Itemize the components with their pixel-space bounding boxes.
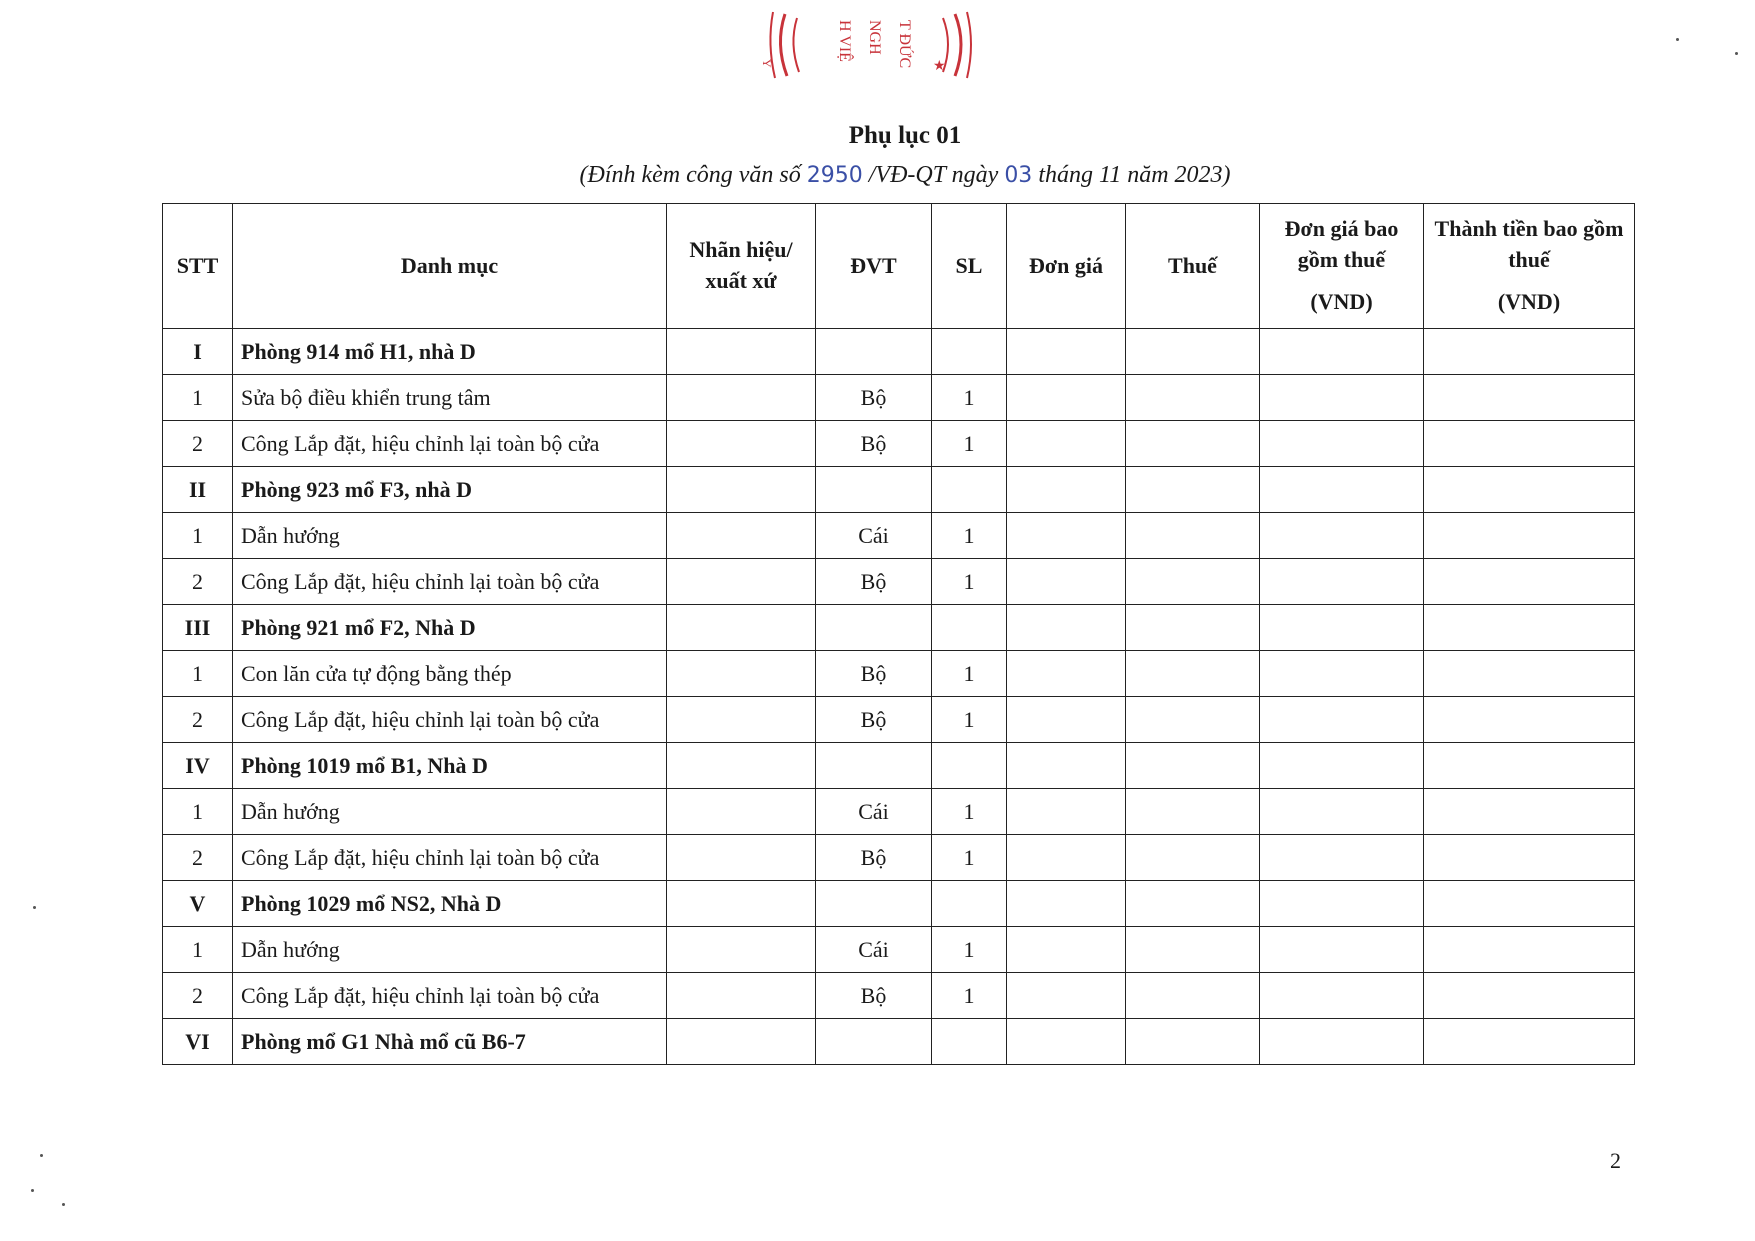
cell-danh-muc: Dẫn hướng	[233, 927, 667, 973]
cell-stt: V	[163, 881, 233, 927]
cell-stt: III	[163, 605, 233, 651]
cell-thanh-tien	[1424, 651, 1635, 697]
cell-dvt: Bộ	[816, 651, 932, 697]
cell-sl: 1	[932, 973, 1007, 1019]
page-subtitle	[0, 162, 1755, 189]
cell-don-gia	[1007, 329, 1126, 375]
cell-sl	[932, 743, 1007, 789]
cell-danh-muc: Phòng 923 mổ F3, nhà D	[233, 467, 667, 513]
table-section-row	[163, 467, 1635, 513]
cell-sl: 1	[932, 513, 1007, 559]
header-thanh-tien	[1424, 204, 1635, 329]
cell-thanh-tien	[1424, 743, 1635, 789]
svg-text:T ĐỨC: T ĐỨC	[896, 20, 913, 69]
cell-don-gia	[1007, 881, 1126, 927]
cell-danh-muc: Phòng mổ G1 Nhà mổ cũ B6-7	[233, 1019, 667, 1065]
cell-thue	[1126, 743, 1260, 789]
subtitle-middle: /VĐ-QT ngày	[862, 162, 1005, 188]
cell-nhan-hieu	[667, 835, 816, 881]
table-row	[163, 375, 1635, 421]
header-danh-muc: Danh mục	[233, 204, 667, 329]
header-dvt: ĐVT	[816, 204, 932, 329]
appendix-table	[162, 203, 1635, 1065]
cell-thue	[1126, 467, 1260, 513]
cell-thanh-tien	[1424, 1019, 1635, 1065]
cell-sl: 1	[932, 927, 1007, 973]
cell-thanh-tien	[1424, 881, 1635, 927]
cell-stt: IV	[163, 743, 233, 789]
cell-don-gia	[1007, 743, 1126, 789]
cell-sl	[932, 467, 1007, 513]
cell-don-gia	[1007, 605, 1126, 651]
page-title: Phụ lục 01	[848, 122, 962, 149]
cell-dvt: Bộ	[816, 697, 932, 743]
cell-dvt: Bộ	[816, 835, 932, 881]
cell-nhan-hieu	[667, 467, 816, 513]
cell-thanh-tien	[1424, 835, 1635, 881]
table-row	[163, 927, 1635, 973]
table-section-row	[163, 881, 1635, 927]
cell-thanh-tien	[1424, 697, 1635, 743]
cell-thue	[1126, 375, 1260, 421]
cell-sl	[932, 605, 1007, 651]
cell-dvt	[816, 605, 932, 651]
cell-sl: 1	[932, 421, 1007, 467]
scan-speck	[1735, 52, 1738, 55]
header-stt: STT	[163, 204, 233, 329]
cell-nhan-hieu	[667, 375, 816, 421]
cell-don-gia-bao-gom-thue	[1260, 881, 1424, 927]
cell-don-gia	[1007, 651, 1126, 697]
cell-thanh-tien	[1424, 559, 1635, 605]
header-don-gia-bao-gom-thue	[1260, 204, 1424, 329]
cell-stt: 1	[163, 927, 233, 973]
cell-nhan-hieu	[667, 1019, 816, 1065]
handwritten-day: 03	[1004, 163, 1033, 188]
cell-don-gia-bao-gom-thue	[1260, 513, 1424, 559]
cell-don-gia-bao-gom-thue	[1260, 421, 1424, 467]
cell-danh-muc: Công Lắp đặt, hiệu chỉnh lại toàn bộ cửa	[233, 421, 667, 467]
cell-thanh-tien	[1424, 513, 1635, 559]
cell-don-gia	[1007, 421, 1126, 467]
cell-thanh-tien	[1424, 789, 1635, 835]
cell-thue	[1126, 421, 1260, 467]
cell-don-gia	[1007, 467, 1126, 513]
handwritten-doc-number: 2950	[806, 163, 863, 188]
cell-don-gia	[1007, 789, 1126, 835]
cell-don-gia-bao-gom-thue	[1260, 329, 1424, 375]
cell-stt: II	[163, 467, 233, 513]
table-row	[163, 421, 1635, 467]
red-stamp-seal	[755, 4, 985, 84]
cell-don-gia-bao-gom-thue	[1260, 973, 1424, 1019]
cell-thanh-tien	[1424, 421, 1635, 467]
header-nhan-hieu: Nhãn hiệu/ xuất xứ	[667, 204, 816, 329]
svg-text:★: ★	[933, 58, 946, 74]
scan-speck	[33, 906, 36, 909]
cell-nhan-hieu	[667, 605, 816, 651]
page-number: 2	[1610, 1148, 1621, 1173]
cell-nhan-hieu	[667, 651, 816, 697]
cell-sl: 1	[932, 789, 1007, 835]
cell-stt: 2	[163, 973, 233, 1019]
cell-don-gia	[1007, 1019, 1126, 1065]
cell-stt: 2	[163, 559, 233, 605]
cell-stt: 2	[163, 697, 233, 743]
subtitle-suffix: tháng 11 năm 2023)	[1032, 162, 1231, 188]
cell-don-gia-bao-gom-thue	[1260, 375, 1424, 421]
cell-nhan-hieu	[667, 513, 816, 559]
cell-don-gia	[1007, 375, 1126, 421]
cell-don-gia-bao-gom-thue	[1260, 1019, 1424, 1065]
cell-danh-muc: Dẫn hướng	[233, 789, 667, 835]
cell-dvt: Bộ	[816, 375, 932, 421]
cell-danh-muc: Dẫn hướng	[233, 513, 667, 559]
cell-dvt	[816, 1019, 932, 1065]
cell-sl: 1	[932, 835, 1007, 881]
cell-dvt: Bộ	[816, 421, 932, 467]
cell-thanh-tien	[1424, 927, 1635, 973]
header-thue: Thuế	[1126, 204, 1260, 329]
cell-dvt: Bộ	[816, 559, 932, 605]
cell-dvt: Bộ	[816, 973, 932, 1019]
table-section-row	[163, 743, 1635, 789]
cell-thue	[1126, 513, 1260, 559]
table-row	[163, 651, 1635, 697]
cell-danh-muc: Công Lắp đặt, hiệu chỉnh lại toàn bộ cửa	[233, 559, 667, 605]
cell-don-gia-bao-gom-thue	[1260, 835, 1424, 881]
header-don-gia: Đơn giá	[1007, 204, 1126, 329]
cell-thanh-tien	[1424, 973, 1635, 1019]
cell-nhan-hieu	[667, 881, 816, 927]
svg-text:NGH: NGH	[866, 20, 883, 55]
table-section-row	[163, 605, 1635, 651]
cell-don-gia	[1007, 927, 1126, 973]
cell-thue	[1126, 651, 1260, 697]
cell-thue	[1126, 881, 1260, 927]
header-don-gia-unit: (VND)	[1310, 289, 1373, 315]
cell-stt: 1	[163, 789, 233, 835]
cell-sl	[932, 881, 1007, 927]
cell-don-gia-bao-gom-thue	[1260, 651, 1424, 697]
cell-stt: I	[163, 329, 233, 375]
cell-don-gia	[1007, 697, 1126, 743]
cell-stt: 2	[163, 421, 233, 467]
cell-thanh-tien	[1424, 467, 1635, 513]
cell-danh-muc: Sửa bộ điều khiển trung tâm	[233, 375, 667, 421]
cell-sl: 1	[932, 559, 1007, 605]
header-thanh-tien-unit: (VND)	[1497, 289, 1561, 315]
scan-speck	[62, 1203, 65, 1206]
cell-stt: 1	[163, 651, 233, 697]
cell-don-gia-bao-gom-thue	[1260, 743, 1424, 789]
cell-nhan-hieu	[667, 329, 816, 375]
cell-thue	[1126, 559, 1260, 605]
cell-danh-muc: Công Lắp đặt, hiệu chỉnh lại toàn bộ cửa	[233, 973, 667, 1019]
cell-don-gia	[1007, 559, 1126, 605]
cell-thue	[1126, 835, 1260, 881]
cell-thanh-tien	[1424, 605, 1635, 651]
svg-text:H VIỆ: H VIỆ	[836, 20, 853, 62]
cell-danh-muc: Công Lắp đặt, hiệu chỉnh lại toàn bộ cửa	[233, 835, 667, 881]
cell-dvt: Cái	[816, 789, 932, 835]
cell-dvt	[816, 329, 932, 375]
cell-sl: 1	[932, 375, 1007, 421]
cell-danh-muc: Phòng 921 mổ F2, Nhà D	[233, 605, 667, 651]
cell-sl: 1	[932, 697, 1007, 743]
header-sl: SL	[932, 204, 1007, 329]
cell-dvt	[816, 467, 932, 513]
table-row	[163, 559, 1635, 605]
scan-speck	[40, 1154, 43, 1157]
cell-thue	[1126, 789, 1260, 835]
table-row	[163, 835, 1635, 881]
table-row	[163, 513, 1635, 559]
table-row	[163, 789, 1635, 835]
cell-don-gia-bao-gom-thue	[1260, 927, 1424, 973]
cell-don-gia	[1007, 973, 1126, 1019]
cell-nhan-hieu	[667, 421, 816, 467]
cell-thanh-tien	[1424, 329, 1635, 375]
cell-nhan-hieu	[667, 789, 816, 835]
cell-dvt: Cái	[816, 513, 932, 559]
cell-thue	[1126, 927, 1260, 973]
cell-don-gia	[1007, 513, 1126, 559]
table-row	[163, 973, 1635, 1019]
cell-stt: 2	[163, 835, 233, 881]
cell-don-gia-bao-gom-thue	[1260, 467, 1424, 513]
table-section-row	[163, 1019, 1635, 1065]
cell-danh-muc: Con lăn cửa tự động bằng thép	[233, 651, 667, 697]
header-don-gia-bao-gom-thue-label: Đơn giá bao gồm thuế	[1284, 215, 1399, 272]
cell-nhan-hieu	[667, 559, 816, 605]
cell-stt: 1	[163, 375, 233, 421]
table-body	[163, 329, 1635, 1065]
cell-dvt	[816, 743, 932, 789]
svg-text:Y: Y	[760, 59, 774, 68]
cell-dvt: Cái	[816, 927, 932, 973]
cell-stt: 1	[163, 513, 233, 559]
cell-danh-muc: Phòng 1029 mổ NS2, Nhà D	[233, 881, 667, 927]
cell-thue	[1126, 1019, 1260, 1065]
table-section-row	[163, 329, 1635, 375]
cell-don-gia	[1007, 835, 1126, 881]
scan-speck	[31, 1189, 34, 1192]
subtitle-prefix: (Đính kèm công văn số	[579, 162, 807, 188]
cell-danh-muc: Công Lắp đặt, hiệu chỉnh lại toàn bộ cửa	[233, 697, 667, 743]
cell-nhan-hieu	[667, 973, 816, 1019]
cell-nhan-hieu	[667, 743, 816, 789]
table-row	[163, 697, 1635, 743]
scan-speck	[1676, 38, 1679, 41]
cell-nhan-hieu	[667, 697, 816, 743]
cell-don-gia-bao-gom-thue	[1260, 605, 1424, 651]
cell-thue	[1126, 697, 1260, 743]
cell-sl: 1	[932, 651, 1007, 697]
cell-sl	[932, 1019, 1007, 1065]
cell-thue	[1126, 973, 1260, 1019]
cell-thue	[1126, 605, 1260, 651]
cell-nhan-hieu	[667, 927, 816, 973]
cell-don-gia-bao-gom-thue	[1260, 789, 1424, 835]
cell-don-gia-bao-gom-thue	[1260, 697, 1424, 743]
cell-dvt	[816, 881, 932, 927]
header-row	[163, 204, 1635, 329]
header-thanh-tien-label: Thành tiền bao gồm thuế	[1434, 215, 1624, 272]
cell-thanh-tien	[1424, 375, 1635, 421]
cell-stt: VI	[163, 1019, 233, 1065]
cell-danh-muc: Phòng 1019 mổ B1, Nhà D	[233, 743, 667, 789]
cell-don-gia-bao-gom-thue	[1260, 559, 1424, 605]
cell-danh-muc: Phòng 914 mổ H1, nhà D	[233, 329, 667, 375]
cell-thue	[1126, 329, 1260, 375]
cell-sl	[932, 329, 1007, 375]
